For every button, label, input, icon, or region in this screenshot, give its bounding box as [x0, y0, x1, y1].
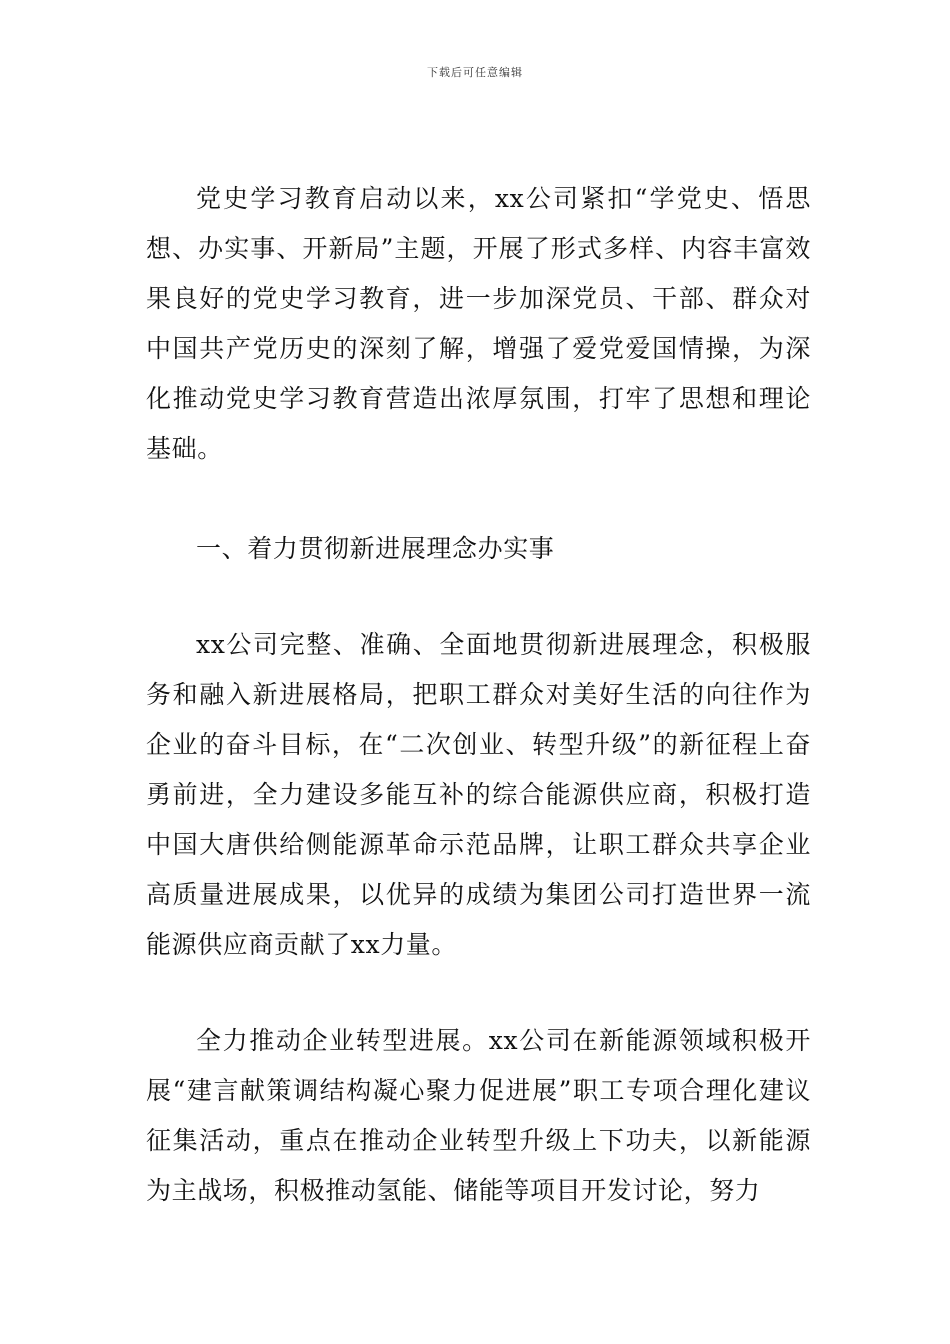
paragraph-transformation: 全力推动企业转型进展。xx公司在新能源领域积极开展“建言献策调结构凝心聚力促进展”职工专项合理化建议征集活动，重点在推动企业转型升级上下功夫，以新能源为主战场，积极推动氢能、储能等项目开发讨论，努力 [146, 1026, 811, 1205]
header-note: 下载后可任意编辑 [427, 66, 523, 79]
paragraph-development: xx公司完整、准确、全面地贯彻新进展理念，积极服务和融入新进展格局，把职工群众对美好生活的向往作为企业的奋斗目标，在“二次创业、转型升级”的新征程上奋勇前进，全力建设多能互补的综合能源供应商，积极打造中国大唐供给侧能源革命示范品牌，让职工群众共享企业高质量进展成果，以优异的成绩为集团公司打造世界一流能源供应商贡献了xx力量。 [146, 630, 811, 959]
document-body [146, 174, 811, 1216]
paragraph-intro: 党史学习教育启动以来，xx公司紧扣“学党史、悟思想、办实事、开新局”主题，开展了形式多样、内容丰富效果良好的党史学习教育，进一步加深党员、干部、群众对中国共产党历史的深刻了解，增强了爱党爱国情操，为深化推动党史学习教育营造出浓厚氛围，打牢了思想和理论基础。 [146, 184, 811, 463]
section-heading: 一、着力贯彻新进展理念办实事 [196, 534, 555, 563]
